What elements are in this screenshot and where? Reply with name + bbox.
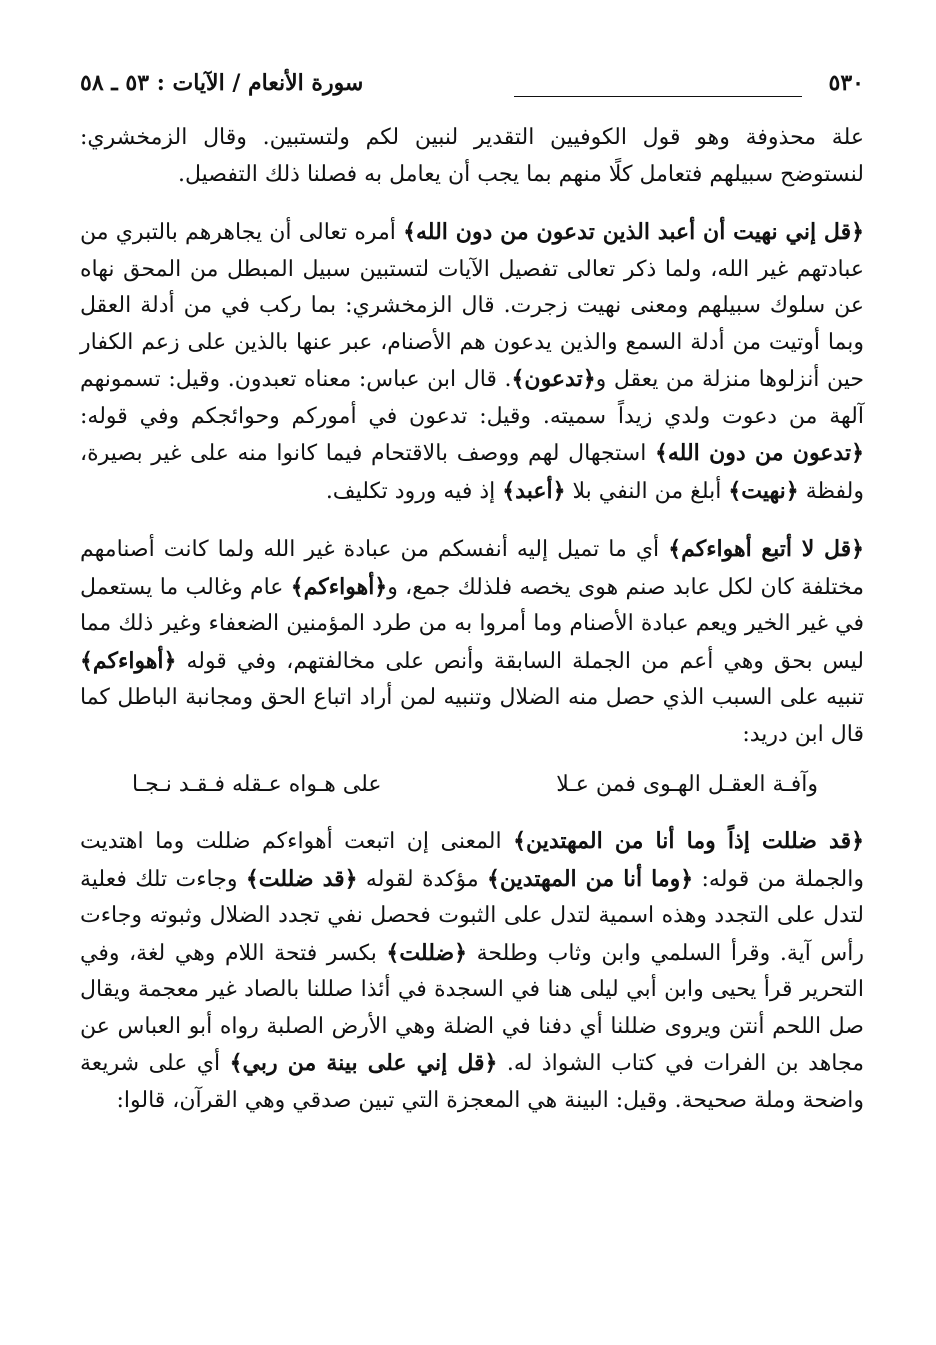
text-segment: مؤكدة لقوله xyxy=(357,866,488,892)
text-segment: المعنى إن اتبعت أهواءكم ضللت وما اهتديت والجملة من قوله: xyxy=(80,829,864,892)
quran-quote: ﴿قل لا أتبع أهواءكم﴾ xyxy=(668,536,865,562)
quran-quote: ﴿وما أنا من المهتدين﴾ xyxy=(487,865,694,892)
text-segment: أبلغ من النفي بلا xyxy=(565,478,729,504)
page-number: ٥٣٠ xyxy=(828,70,864,96)
text-body xyxy=(80,120,864,1119)
paragraph-spacer xyxy=(80,510,864,531)
quran-quote: ﴿ضللت﴾ xyxy=(386,939,468,966)
text-segment: أي ما تميل إليه أنفسكم من عبادة غير الله ولما كانت أصنامهم مختلفة كان لكل عابد صنم هوى يخصه فلذلك جمع، و xyxy=(80,537,864,600)
quran-quote: ﴿أهواءكم﴾ xyxy=(80,647,177,674)
paragraph-3 xyxy=(80,531,864,753)
quran-quote: ﴿تدعون من دون الله﴾ xyxy=(655,440,864,466)
text-segment: أمره تعالى أن يجاهرهم بالتبري من عبادتهم غير الله، ولما ذكر تعالى تفصيل الآيات لتستبين سبيل المبطل من المحق نهاه عن سلوك سبيلهم ومعنى نهيت زجرت. قال الزمخشري: بما ركب في من أدلة العقل وبما أوتيت من أدلة السمع والذين يدعون هم الأصنام، عبر عنها بالذين على زعم الكفار حين أنزلوها منزلة من يعقل و xyxy=(80,220,865,392)
quran-quote: ﴿أهواءكم﴾ xyxy=(290,573,388,600)
paragraph-4 xyxy=(80,823,864,1119)
text-segment: إذ فيه ورود تكليف. xyxy=(325,478,503,504)
running-header xyxy=(80,66,864,106)
poem-second-hemistich: على هـواه عـقله فـقـد نـجـا xyxy=(132,772,382,797)
quran-quote: ﴿قد ضللت إذاً وما أنا من المهتدين﴾ xyxy=(513,828,865,854)
running-title: سورة الأنعام / الآيات : ٥٣ ـ ٥٨ xyxy=(80,70,364,96)
quran-quote: ﴿قل إني نهيت أن أعبد الذين تدعون من دون الله﴾ xyxy=(403,219,865,245)
text-segment: . قال ابن عباس: معناه تعبدون. وقيل: تسمونهم آلهة من دعوت ولدي زيداً سميته. وقيل: تدعون في أموركم وحوائجكم وفي قوله: xyxy=(80,367,864,429)
text-segment: علة محذوفة وهو قول الكوفيين التقدير لنبين لكم ولتستبين. وقال الزمخشري: لنستوضح سبيلهم فتعامل كلًا منهم بما يجب أن يعامل به فصلنا ذلك التفصيل. xyxy=(80,125,864,187)
text-segment: وجاءت تلك فعلية لتدل على التجدد وهذه اسمية لتدل على الثبوت فحصل نفي تجدد الضلال وثبوته وجاءت رأس آية. وقرأ السلمي وابن وثاب وطلحة xyxy=(80,866,865,966)
quran-quote: ﴿أعبد﴾ xyxy=(502,477,566,504)
header-rule xyxy=(514,96,802,97)
paragraph-2 xyxy=(80,214,864,510)
quran-quote: ﴿قل إني على بينة من ربي﴾ xyxy=(229,1050,498,1076)
poem-verse xyxy=(80,753,864,823)
quran-quote: ﴿قد ضللت﴾ xyxy=(245,865,358,892)
text-segment: بكسر فتحة اللام وهي لغة، وفي التحرير قرأ يحيى وابن أبي ليلى هنا في السجدة في أئذا صللنا بالصاد غير معجمة ويقال صل اللحم أنتن ويروى ضللنا أي دفنا في الضلة وهي الأرض الصلبة رواه أبو العباس عن مجاهد بن الفرات في كتاب الشواذ له. xyxy=(80,940,864,1076)
text-segment: تنبيه على السبب الذي حصل منه الضلال وتنبيه لمن أراد اتباع الحق ومجانبة الباطل كما قال ابن دريد: xyxy=(80,685,864,747)
text-segment: أي على شريعة واضحة وملة صحيحة. وقيل: البينة هي المعجزة التي تبين صدقي وهي القرآن، قالوا: xyxy=(80,1051,864,1113)
text-segment: استجهال لهم ووصف بالاقتحام فيما كانوا منه على غير بصيرة، ولفظة xyxy=(80,441,864,504)
quran-quote: ﴿نهيت﴾ xyxy=(728,477,799,504)
poem-first-hemistich: وآفـة العقـل الهـوى فمن عـلا xyxy=(556,772,818,797)
text-segment: عام وغالب ما يستعمل في غير الخير ويعم عبادة الأصنام وما أمروا به من طرد المؤمنين الضعفاء وغير ذلك مما ليس بحق وهي أعم من الجملة السابقة وأنص على مخالفتهم، وفي قوله xyxy=(80,574,864,674)
paragraph-1 xyxy=(80,120,864,193)
paragraph-spacer xyxy=(80,193,864,214)
quran-quote: ﴿تدعون﴾ xyxy=(511,366,596,392)
